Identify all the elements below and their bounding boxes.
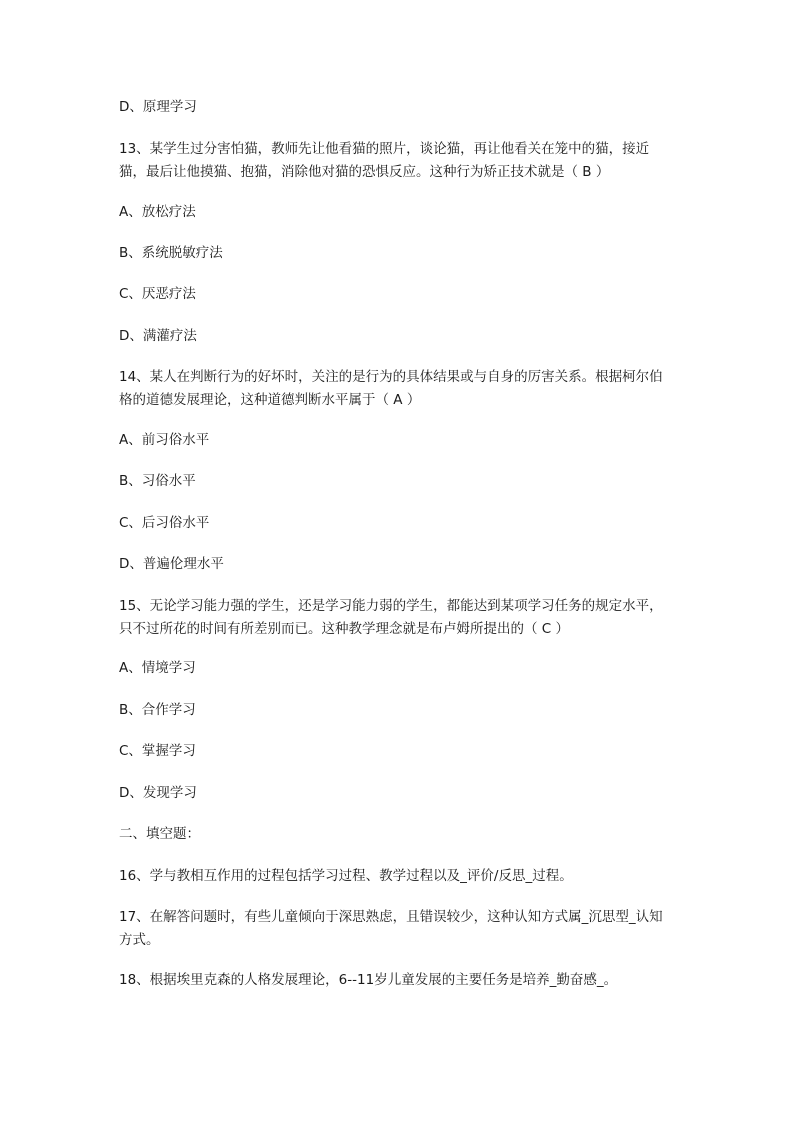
option-14-d: D、普遍伦理水平 bbox=[119, 556, 224, 572]
option-14-c: C、后习俗水平 bbox=[119, 515, 210, 531]
question-13: 13、某学生过分害怕猫，教师先让他看猫的照片，谈论猫，再让他看关在笼中的猫，接近猫，最后让他摸猫、抱猫，消除他对猫的恐惧反应。这种行为矫正技术就是（ B ） bbox=[119, 141, 650, 180]
option-15-b: B、合作学习 bbox=[119, 702, 196, 718]
option-12-d: D、原理学习 bbox=[119, 99, 197, 115]
question-15: 15、无论学习能力强的学生，还是学习能力弱的学生，都能达到某项学习任务的规定水平，只不过所花的时间有所差别而已。这种教学理念就是布卢姆所提出的（ C ） bbox=[119, 598, 663, 637]
option-14-a: A、前习俗水平 bbox=[119, 432, 210, 448]
option-13-a: A、放松疗法 bbox=[119, 204, 196, 220]
question-16: 16、学与教相互作用的过程包括学习过程、教学过程以及_评价/反思_过程。 bbox=[119, 868, 573, 884]
section-heading-fill-blank: 二、填空题： bbox=[119, 826, 200, 842]
question-18: 18、根据埃里克森的人格发展理论，6--11岁儿童发展的主要任务是培养_勤奋感_。 bbox=[119, 972, 618, 988]
option-13-b: B、系统脱敏疗法 bbox=[119, 245, 223, 261]
question-14: 14、某人在判断行为的好坏时，关注的是行为的具体结果或与自身的厉害关系。根据柯尔伯格的道德发展理论，这种道德判断水平属于（ A ） bbox=[119, 369, 663, 408]
question-17: 17、在解答问题时，有些儿童倾向于深思熟虑，且错误较少，这种认知方式属_沉思型_认知方式。 bbox=[119, 909, 663, 948]
option-13-d: D、满灌疗法 bbox=[119, 328, 197, 344]
option-15-c: C、掌握学习 bbox=[119, 743, 196, 759]
option-14-b: B、习俗水平 bbox=[119, 473, 196, 489]
option-15-a: A、情境学习 bbox=[119, 660, 196, 676]
option-15-d: D、发现学习 bbox=[119, 785, 197, 801]
option-13-c: C、厌恶疗法 bbox=[119, 286, 196, 302]
